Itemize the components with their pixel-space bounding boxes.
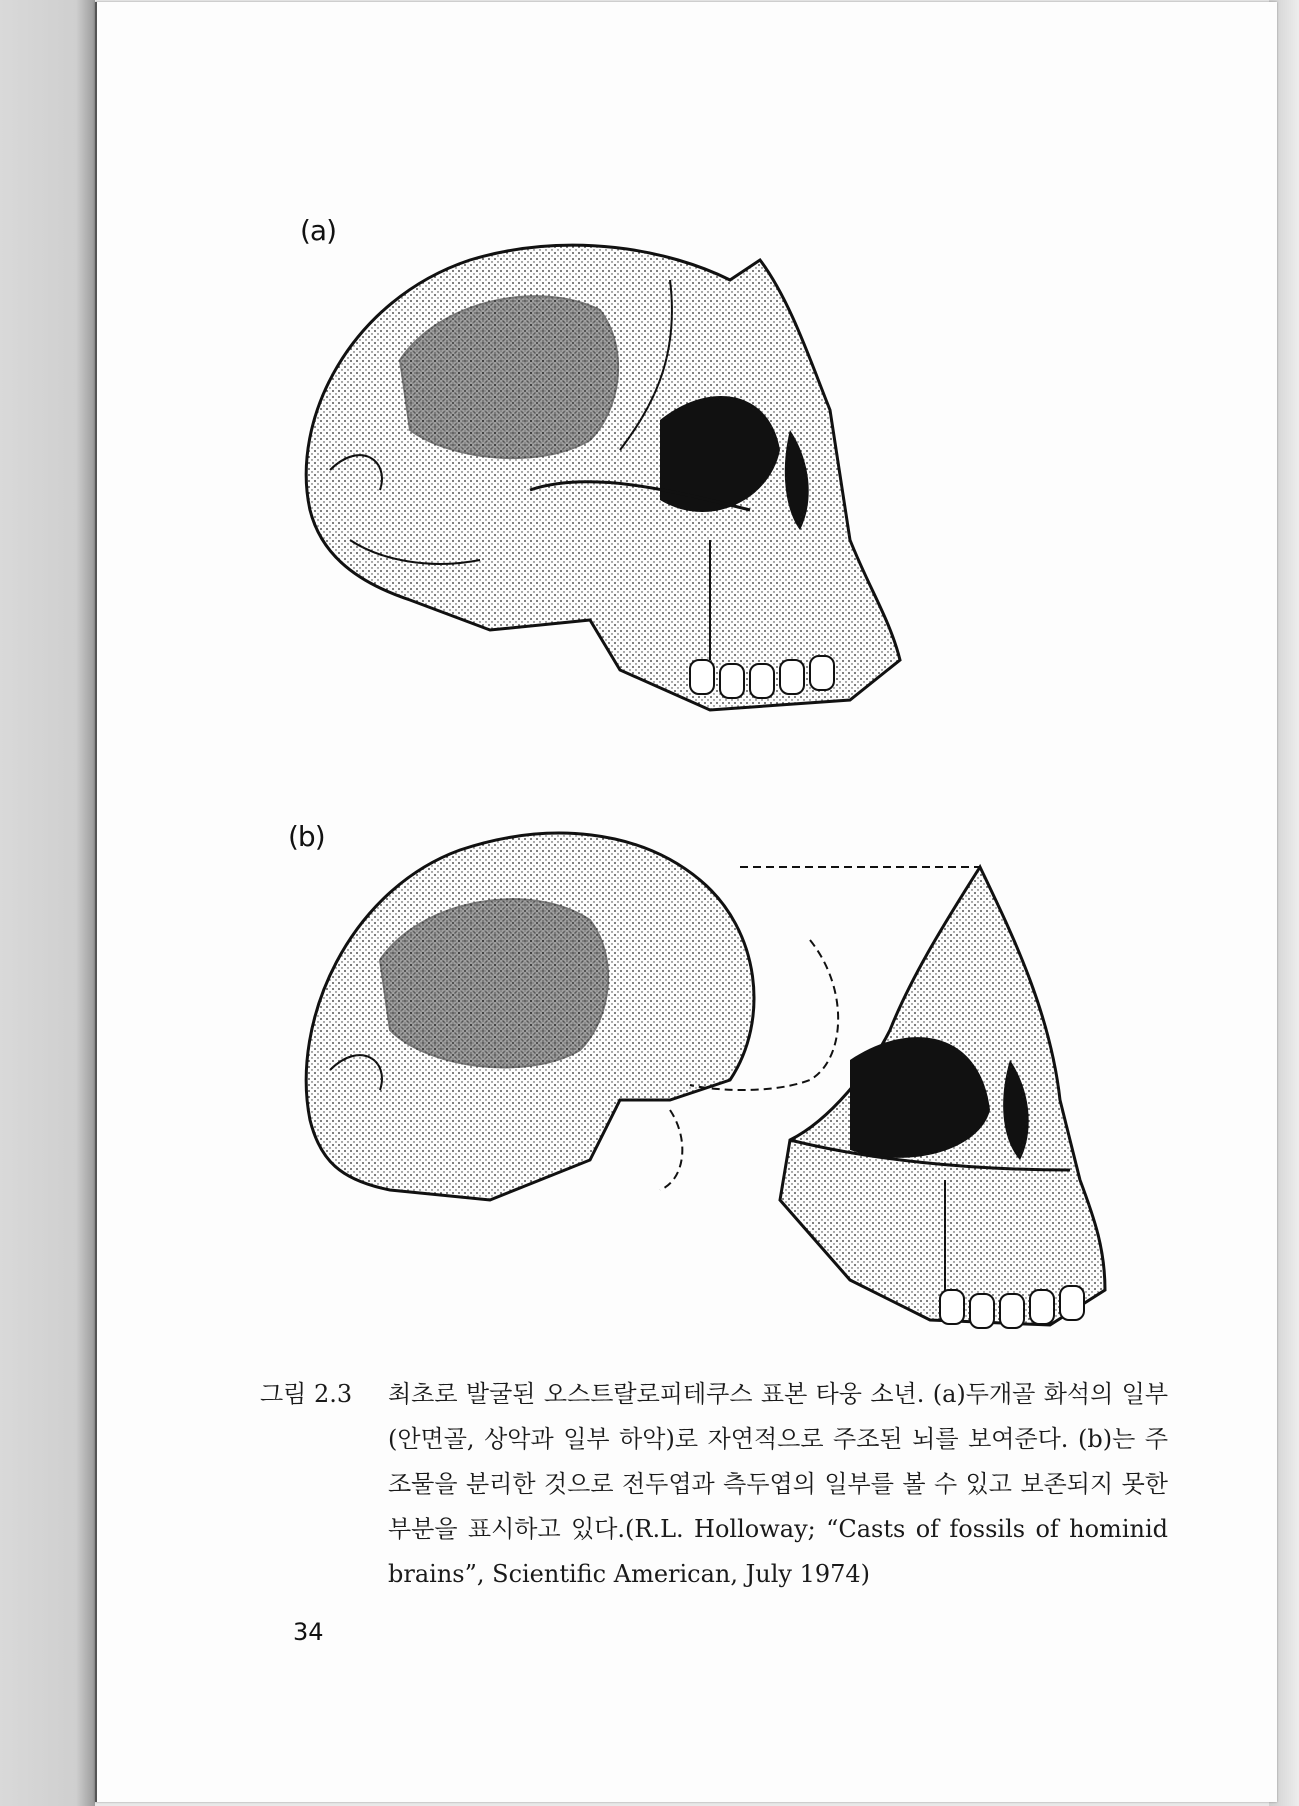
panel-b-label: (b): [288, 820, 325, 853]
page-number: 34: [293, 1618, 324, 1646]
skull-illustration-a: [290, 240, 930, 740]
caption-label: 그림 2.3: [260, 1380, 353, 1408]
book-left-edge: [0, 0, 95, 1806]
skull-illustration-b: [290, 820, 1130, 1340]
caption-text: 최초로 발굴된 오스트랄로피테쿠스 표본 타웅 소년. (a)두개골 화석의 일부(안면골, 상악과 일부 하악)로 자연적으로 주조된 뇌를 보여준다. (b)는 주조물을 분리한 것으로 전두엽과 측두엽의 일부를 볼 수 있고 보존되지 못한 부분을 표시하고 있다.(R.L. Holloway; “Casts of fossils of hominid brains”, Scientific American, July 1974): [388, 1380, 1168, 1588]
panel-a-label: (a): [300, 214, 337, 247]
